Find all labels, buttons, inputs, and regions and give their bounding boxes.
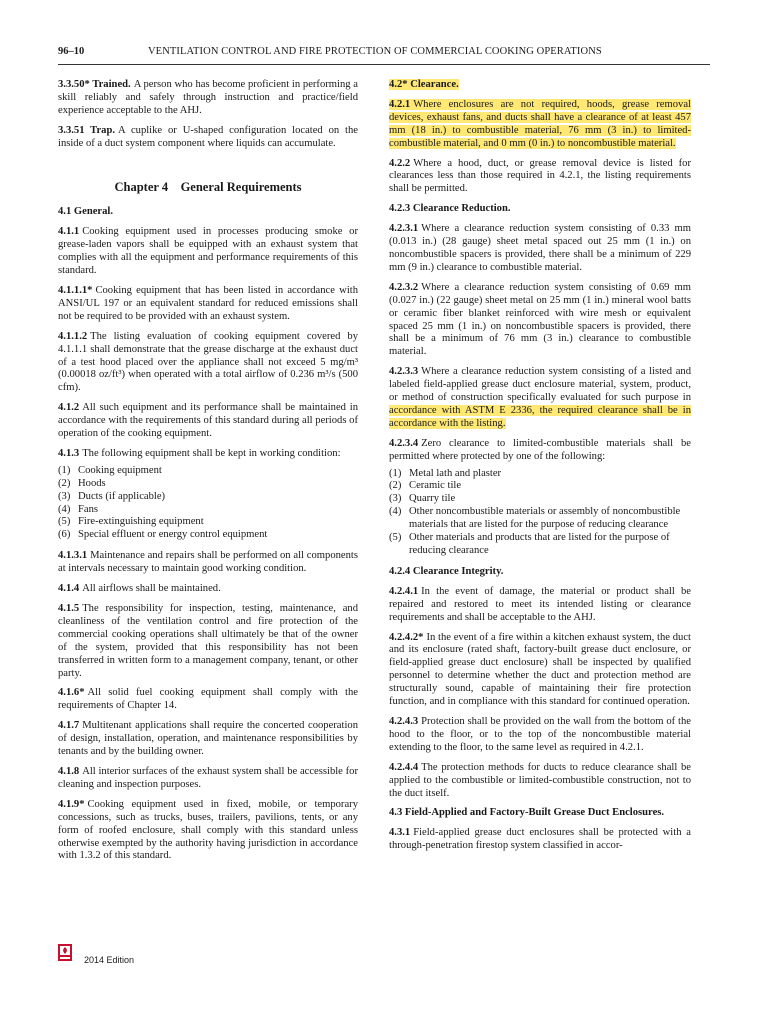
section-heading: 4.3 Field-Applied and Factory-Built Grease Duct Enclosures. bbox=[389, 807, 665, 819]
section-heading: 4.2.4 Clearance Integrity. bbox=[389, 565, 504, 577]
header-rule bbox=[58, 64, 710, 65]
list-item: (3) Quarry tile bbox=[389, 493, 456, 505]
list-item: (4) Fans bbox=[58, 503, 99, 515]
edition-label: 2014 Edition bbox=[84, 955, 135, 965]
page-header bbox=[58, 46, 710, 60]
paragraph: 4.2.3.2 Where a clearance reduction system consisting of 0.69 mm (0.027 in.) (22 gauge) sheet metal on 25 mm (1 in.) mineral wool batts or ceramic fiber blanket reinforced with wire mesh or equivalent spaced 25 mm (1 in.) on noncombustible spacers is provided, there shall be a minimum of 76 mm (3 in.) clearance to combustible material. bbox=[389, 281, 691, 358]
section-heading: 4.2* Clearance. bbox=[389, 79, 459, 90]
list-item: (4) Other noncombustible materials or assembly of noncombustible materials that are listed for the purpose of reducing clearance bbox=[389, 506, 681, 531]
paragraph: 4.1.4 All airflows shall be maintained. bbox=[58, 583, 221, 595]
list-item: (1) Metal lath and plaster bbox=[389, 467, 502, 479]
highlighted-text: accordance with ASTM E 2336, the required clearance shall be in accordance with the listing. bbox=[389, 404, 691, 429]
paragraph: 4.1.7 Multitenant applications shall require the concerted cooperation of design, installation, operation, and maintenance responsibilities by tenants and by the building owner. bbox=[58, 720, 358, 758]
paragraph: 4.2.2 Where a hood, duct, or grease removal device is listed for clearances less than those required in 4.2.1, the listing requirements shall be permitted. bbox=[389, 157, 691, 195]
paragraph: 4.1.1.2 The listing evaluation of cooking equipment covered by 4.1.1.1 shall demonstrate that the grease discharge at the exhaust duct of a test hood placed over the appliance shall not exceed 5 mg/m³ (0.00018 oz/ft³) when operated with a total airflow of 0.236 m³/s (500 cfm). bbox=[58, 330, 358, 394]
paragraph: 4.1.3.1 Maintenance and repairs shall be performed on all components at intervals necessary to maintain good working condition. bbox=[58, 550, 358, 575]
list-item: (3) Ducts (if applicable) bbox=[58, 490, 166, 502]
list-item: (2) Hoods bbox=[58, 477, 106, 489]
paragraph: 4.3.1 Field-applied grease duct enclosures shall be protected with a through-penetration firestop system classified in accor- bbox=[389, 827, 691, 852]
paragraph: 4.1.1 Cooking equipment used in processes producing smoke or grease-laden vapors shall be equipped with an exhaust system that complies with all the equipment and performance requirements of this standard. bbox=[58, 226, 358, 277]
paragraph: 4.2.3.1 Where a clearance reduction system consisting of 0.33 mm (0.013 in.) (28 gauge) sheet metal spaced out 25 mm (1 in.) on noncombustible spacers is provided, there shall be a minimum of 229 mm (9 in.) clearance to combustible material. bbox=[389, 223, 691, 273]
paragraph: 4.1.3 The following equipment shall be kept in working condition: bbox=[58, 447, 341, 459]
paragraph: 4.1.9* Cooking equipment used in fixed, mobile, or temporary concessions, such as trucks, buses, trailers, pavilions, tents, or any form of roofed enclosure, shall comply with this standard unless otherwise exempted by the authority having jurisdiction in accordance with 1.3.2 of this standard. bbox=[58, 798, 358, 862]
chapter-heading: Chapter 4 General Requirements bbox=[114, 179, 302, 194]
definition-trained: 3.3.50* Trained. A person who has become proficient in performing a skill reliably and safely through instruction and practice/field experience acceptable to the AHJ. bbox=[58, 79, 358, 116]
paragraph: 4.2.4.4 The protection methods for ducts to reduce clearance shall be applied to the combustible or limited-combustible construction, not to the duct itself. bbox=[389, 761, 691, 799]
list-item: (5) Other materials and products that are listed for the purpose of reducing clearance bbox=[389, 532, 670, 556]
list-item: (5) Fire-extinguishing equipment bbox=[58, 516, 204, 528]
paragraph: 4.1.1.1* Cooking equipment that has been listed in accordance with ANSI/UL 197 or an equivalent standard for reduced emissions shall not be required to be provided with an exhaust system. bbox=[58, 284, 358, 322]
paragraph: 4.2.3.4 Zero clearance to limited-combustible materials shall be permitted where protected by one of the following: bbox=[389, 437, 691, 462]
protection-list bbox=[389, 468, 691, 558]
paragraph: 4.2.3.3 Where a clearance reduction system consisting of a listed and labeled field-applied grease duct enclosure material, system, product, or method of construction specifically evaluated for such purpose in accordance with ASTM E 2336, the required clearance shall be in accordance with the listing. bbox=[389, 366, 691, 429]
list-item: (6) Special effluent or energy control equipment bbox=[58, 529, 268, 541]
paragraph: 4.2.4.1 In the event of damage, the material or product shall be repaired and restored to meet its intended listing or clearance requirements and shall be acceptable to the AHJ. bbox=[389, 585, 691, 623]
nfpa-logo-icon bbox=[58, 944, 72, 961]
running-title: VENTILATION CONTROL AND FIRE PROTECTION OF COMMERCIAL COOKING OPERATIONS bbox=[148, 46, 602, 57]
equipment-list bbox=[58, 465, 358, 542]
definition-trap: 3.3.51 Trap. A cuplike or U-shaped configuration located on the inside of a duct system component where liquids can accumulate. bbox=[58, 124, 358, 149]
paragraph: 4.1.5 The responsibility for inspection, testing, maintenance, and cleanliness of the ventilation control and fire protection of the commercial cooking operations shall ultimately be that of the owner of the system, provided that this responsibility has not been transferred in written form to a management company, tenant, or other party. bbox=[58, 603, 358, 679]
paragraph: 4.2.4.2* In the event of a fire within a kitchen exhaust system, the duct and its enclosure (rated shaft, factory-built grease duct enclosure, or field-applied grease duct enclosure) shall be inspected by qualified personnel to determine whether the duct and protection method are structurally sound, capable of maintaining their fire protection function, and in compliance with this standard for continued operation. bbox=[389, 631, 691, 708]
paragraph: 4.1.8 All interior surfaces of the exhaust system shall be accessible for cleaning and inspection purposes. bbox=[58, 765, 358, 790]
paragraph: 4.1.2 All such equipment and its performance shall be maintained in accordance with the requirements of this standard during all periods of operation of the cooking equipment. bbox=[58, 402, 358, 440]
right-column bbox=[389, 79, 691, 860]
paragraph: 4.1.6* All solid fuel cooking equipment shall comply with the requirements of Chapter 14. bbox=[58, 687, 358, 712]
page-number: 96–10 bbox=[58, 46, 85, 57]
left-column bbox=[58, 79, 358, 870]
section-heading: 4.1 General. bbox=[58, 206, 114, 218]
list-item: (2) Ceramic tile bbox=[389, 480, 462, 492]
paragraph-highlighted: 4.2.1 Where enclosures are not required, hoods, grease removal devices, exhaust fans, and ducts shall have a clearance of at least 457 mm (18 in.) to combustible material, 76 mm (3 in.) to limited-combustible material, and 0 mm (0 in.) to noncombustible material. bbox=[389, 98, 691, 149]
paragraph: 4.2.4.3 Protection shall be provided on the wall from the bottom of the hood to the floor, or to the top of the noncombustible material extending to the floor, to the same level as required in 4.2.1. bbox=[389, 715, 691, 753]
list-item: (1) Cooking equipment bbox=[58, 464, 162, 476]
section-heading: 4.2.3 Clearance Reduction. bbox=[389, 203, 511, 215]
